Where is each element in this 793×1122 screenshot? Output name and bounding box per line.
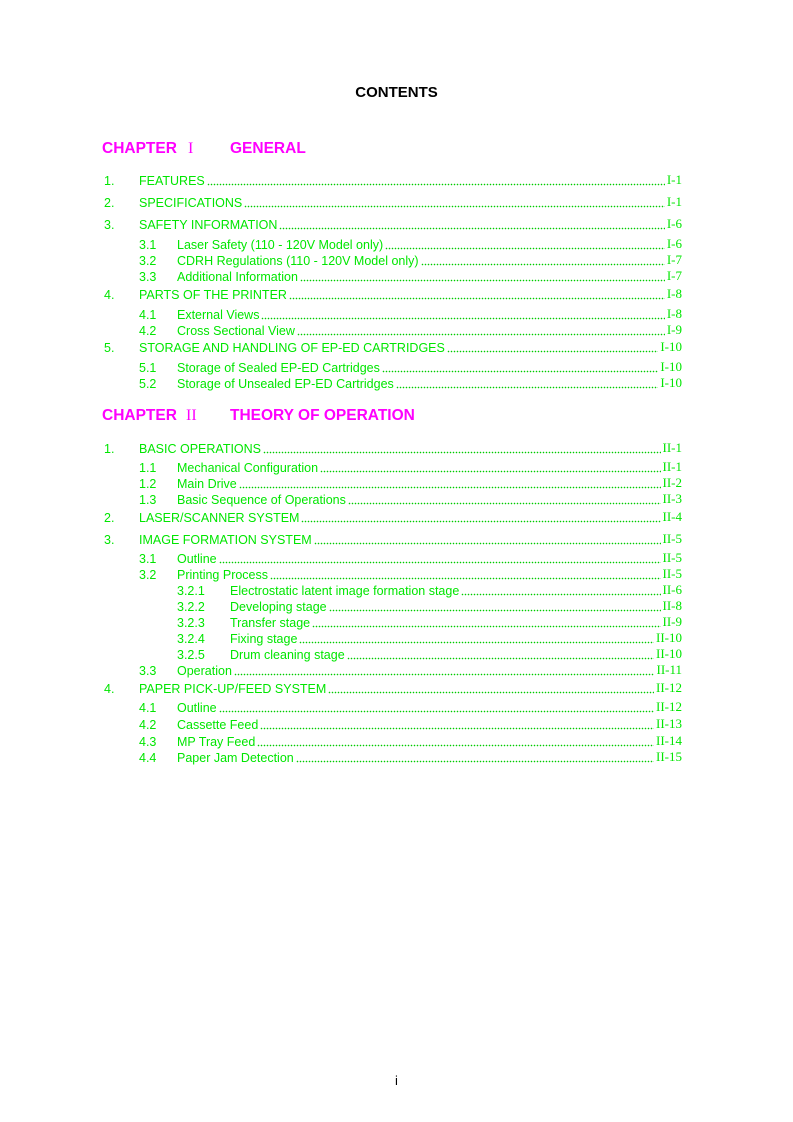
entry-title: Developing stage [230,600,327,614]
toc-entry-1-cross-sectional-view[interactable] [139,322,682,338]
toc-entry-2-developing-stage[interactable] [177,598,682,614]
dot-leader [261,307,664,320]
entry-number: 2. [104,196,115,210]
entry-number: 1.1 [139,461,157,475]
entry-title: Laser Safety (110 - 120V Model only) [177,238,384,252]
entry-page: I-6 [666,236,682,251]
toc-entry-1-laser-safety[interactable] [139,236,682,252]
entry-title: Printing Process [177,568,269,582]
dot-leader [312,615,660,628]
entry-number: 3.3 [139,664,157,678]
toc-entry-2-image-outline[interactable] [139,550,682,566]
entry-title: BASIC OPERATIONS [139,442,262,456]
page-title: CONTENTS [355,84,438,101]
entry-page: II-1 [662,459,682,474]
entry-page: II-12 [656,680,682,695]
toc-entry-2-transfer-stage[interactable] [177,614,682,630]
dot-leader [396,376,659,389]
entry-number: 3. [104,533,115,547]
chapter-word: CHAPTER [102,140,177,157]
dot-leader [279,217,664,230]
toc-entry-2-laser-scanner[interactable] [104,509,682,525]
entry-title: PAPER PICK-UP/FEED SYSTEM [139,682,327,696]
entry-number: 4.4 [139,751,157,765]
dot-leader [314,532,661,545]
entry-number: 3.1 [139,238,157,252]
entry-page: I-6 [666,216,682,231]
toc-entry-2-image-formation[interactable] [104,531,682,547]
entry-number: 1. [104,442,115,456]
dot-leader [329,599,661,612]
entry-title: Outline [177,552,217,566]
entry-title: CDRH Regulations (110 - 120V Model only) [177,254,419,268]
dot-leader [447,340,658,353]
toc-entry-1-specifications[interactable] [104,194,682,210]
entry-page: I-10 [660,339,682,354]
toc-entry-2-basic-operations[interactable] [104,440,682,456]
entry-number: 3.2 [139,254,157,268]
entry-title: Outline [177,701,217,715]
entry-number: 5.1 [139,361,157,375]
toc-entry-1-sealed-cartridges[interactable] [139,359,682,375]
dot-leader [219,700,654,713]
chapter-title: THEORY OF OPERATION [230,407,415,424]
entry-page: I-10 [660,359,682,374]
toc-entry-2-mechanical-configuration[interactable] [139,459,682,475]
entry-number: 3.2.1 [177,584,205,598]
dot-leader [257,734,654,747]
dot-leader [270,567,660,580]
entry-page: I-7 [666,252,682,267]
entry-number: 1.2 [139,477,157,491]
entry-page: II-3 [662,491,682,506]
entry-page: II-5 [662,566,682,581]
entry-page: I-7 [666,268,682,283]
entry-number: 4.2 [139,324,157,338]
entry-page: II-10 [656,646,682,661]
chapter-title: GENERAL [230,140,306,157]
toc-entry-1-unsealed-cartridges[interactable] [139,375,682,391]
entry-page: I-1 [666,194,682,209]
entry-title: Mechanical Configuration [177,461,319,475]
toc-entry-1-features[interactable] [104,172,682,188]
entry-title: Fixing stage [230,632,298,646]
entry-number: 4. [104,682,115,696]
entry-page: II-5 [662,550,682,565]
dot-leader [239,476,661,489]
entry-title: Storage of Unsealed EP-ED Cartridges [177,377,394,391]
entry-title: PARTS OF THE PRINTER [139,288,287,302]
entry-page: II-14 [656,733,682,748]
entry-page: II-15 [656,749,682,764]
entry-number: 3.2.5 [177,648,205,662]
entry-page: I-8 [666,306,682,321]
toc-entry-2-drum-cleaning-stage[interactable] [177,646,682,662]
toc-entry-2-fixing-stage[interactable] [177,630,682,646]
toc-entry-2-paper-pickup-feed[interactable] [104,680,682,696]
entry-page: II-5 [662,531,682,546]
entry-number: 4.2 [139,718,157,732]
dot-leader [260,717,654,730]
chapter-numeral: I [188,140,194,157]
toc-entry-1-cdrh-regulations[interactable] [139,252,682,268]
toc-entry-2-main-drive[interactable] [139,475,682,491]
toc-entry-2-electrostatic-stage[interactable] [177,582,682,598]
entry-title: Drum cleaning stage [230,648,345,662]
entry-page: II-10 [656,630,682,645]
entry-title: Operation [177,664,232,678]
entry-page: II-8 [662,598,682,613]
toc-entry-1-external-views[interactable] [139,306,682,322]
entry-title: MP Tray Feed [177,735,256,749]
entry-page: I-1 [666,172,682,187]
entry-page: II-1 [662,440,682,455]
dot-leader [382,360,658,373]
dot-leader [320,460,660,473]
dot-leader [421,253,665,266]
entry-title: STORAGE AND HANDLING OF EP-ED CARTRIDGES [139,341,445,355]
dot-leader [297,323,665,336]
entry-number: 3.1 [139,552,157,566]
entry-number: 1. [104,174,115,188]
entry-number: 3.2 [139,568,157,582]
entry-page: I-9 [666,322,682,337]
entry-number: 4.1 [139,701,157,715]
dot-leader [234,663,655,676]
dot-leader [263,441,660,454]
entry-number: 5. [104,341,115,355]
toc-entry-1-additional-information[interactable] [139,268,682,284]
dot-leader [328,681,654,694]
entry-number: 4. [104,288,115,302]
dot-leader [385,237,665,250]
entry-number: 4.1 [139,308,157,322]
toc-entry-1-storage-and-handling[interactable] [104,339,682,355]
entry-title: Main Drive [177,477,237,491]
chapter-heading-1 [102,140,702,160]
entry-page: II-2 [662,475,682,490]
toc-entry-2-printing-process[interactable] [139,566,682,582]
entry-title: Transfer stage [230,616,311,630]
chapter-heading-2 [102,407,702,427]
entry-page: II-12 [656,699,682,714]
entry-page: II-4 [662,509,682,524]
toc-entry-2-feed-outline[interactable] [139,699,682,715]
toc-entry-2-paper-jam-detection[interactable] [139,749,682,765]
entry-title: LASER/SCANNER SYSTEM [139,511,300,525]
page-number: i [395,1073,398,1088]
entry-page: I-10 [660,375,682,390]
entry-number: 4.3 [139,735,157,749]
chapter-numeral: II [186,407,197,424]
toc-entry-2-operation[interactable] [139,662,682,678]
entry-number: 5.2 [139,377,157,391]
entry-title: Cassette Feed [177,718,259,732]
dot-leader [347,647,654,660]
entry-number: 2. [104,511,115,525]
entry-title: Basic Sequence of Operations [177,493,346,507]
dot-leader [300,269,665,282]
toc-entry-2-mp-tray-feed[interactable] [139,733,682,749]
entry-title: External Views [177,308,260,322]
dot-leader [244,195,665,208]
dot-leader [207,173,665,186]
dot-leader [301,510,660,523]
entry-page: II-9 [662,614,682,629]
entry-title: SAFETY INFORMATION [139,218,278,232]
entry-number: 3.3 [139,270,157,284]
dot-leader [348,492,661,505]
entry-number: 3. [104,218,115,232]
toc-entry-2-basic-sequence[interactable] [139,491,682,507]
toc-entry-1-parts-of-printer[interactable] [104,286,682,302]
entry-title: Storage of Sealed EP-ED Cartridges [177,361,380,375]
entry-page: II-13 [656,716,682,731]
toc-entry-1-safety-information[interactable] [104,216,682,232]
dot-leader [219,551,661,564]
chapter-word: CHAPTER [102,407,177,424]
dot-leader [289,287,665,300]
entry-title: Cross Sectional View [177,324,295,338]
dot-leader [461,583,660,596]
entry-page: I-8 [666,286,682,301]
entry-title: FEATURES [139,174,205,188]
entry-number: 1.3 [139,493,157,507]
entry-number: 3.2.3 [177,616,205,630]
entry-title: IMAGE FORMATION SYSTEM [139,533,312,547]
entry-title: SPECIFICATIONS [139,196,243,210]
dot-leader [296,750,654,763]
entry-title: Paper Jam Detection [177,751,294,765]
entry-title: Additional Information [177,270,298,284]
entry-page: II-6 [662,582,682,597]
toc-entry-2-cassette-feed[interactable] [139,716,682,732]
entry-number: 3.2.2 [177,600,205,614]
entry-page: II-11 [656,662,682,677]
entry-title: Electrostatic latent image formation stage [230,584,460,598]
entry-number: 3.2.4 [177,632,205,646]
dot-leader [299,631,654,644]
